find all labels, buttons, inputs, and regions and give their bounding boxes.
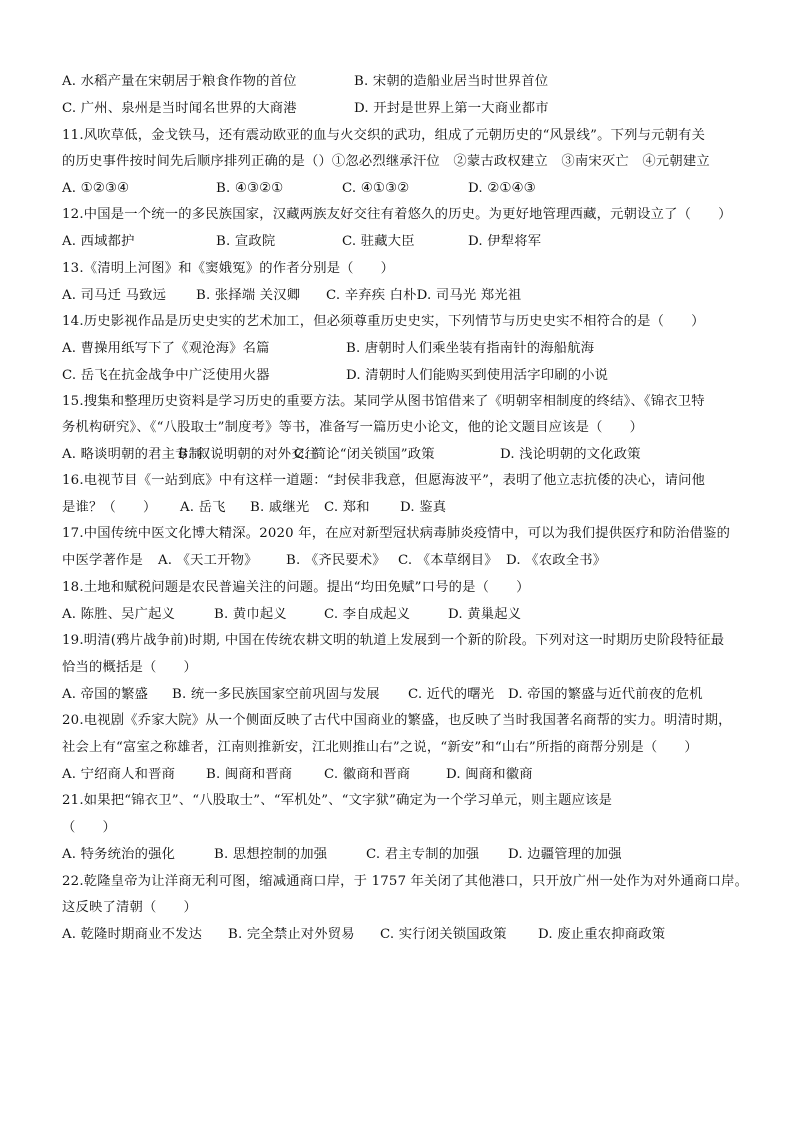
answer-option: C. 李自成起义 [324,607,411,622]
answer-option: D. 浅论明朝的文化政策 [500,447,641,462]
answer-option: 中医学著作是 [62,553,143,568]
question-text-line: 的历史事件按时间先后顺序排列正确的是（）①忽必烈继承汗位 ②蒙古政权建立 ③南宋灭亡 ④元朝建立 [62,154,710,169]
answer-option: C. 实行闭关锁国政策 [380,927,507,942]
answer-option: C. 简论“闭关锁国”政策 [294,447,435,462]
answer-option: B. 张择端 关汉卿 [196,288,301,303]
answer-option: A. 帝国的繁盛 [62,687,149,702]
answer-option: A. ①②③④ [62,181,130,196]
answer-option: D. 开封是世界上第一大商业都市 [354,101,549,116]
answer-option: B. 唐朝时人们乘坐装有指南针的海船航海 [346,341,595,356]
answer-option: C. ④①③② [342,181,410,196]
answer-option: D. 伊犁将军 [468,234,542,249]
question-text-line: 21.如果把“锦衣卫”、“八股取士”、“军机处”、“文字狱”确定为一个学习单元，则主题应该是 [62,793,613,808]
answer-option: C. 广州、泉州是当时闻名世界的大商港 [62,101,297,116]
question-text-line: 这反映了清朝（ ） [62,900,197,915]
question-text-line: 14.历史影视作品是历史史实的艺术加工，但必须尊重历史史实，下列情节与历史史实不相符合的是（ ） [62,314,705,329]
answer-option: B. 《齐民要术》 [286,553,386,568]
answer-option: A. 宁绍商人和晋商 [62,767,176,782]
answer-option: A. 陈胜、吴广起义 [62,607,176,622]
answer-option: C. 辛弃疾 白朴D. 司马光 郑光祖 [326,288,522,303]
question-text-line: （ ） [62,820,116,835]
answer-option: B. 思想控制的加强 [214,847,328,862]
answer-option: A. 《天工开物》 [158,553,258,568]
answer-option: A. 水稻产量在宋朝居于粮食作物的首位 [62,74,297,89]
question-text-line: 16.电视节目《一站到底》中有这样一道题：“封侯非我意，但愿海波平”，表明了他立志抗倭的决心，请问他 [62,473,706,488]
question-text-line: 20.电视剧《乔家大院》从一个侧面反映了古代中国商业的繁盛，也反映了当时我国著名商帮的实力。明清时期， [62,713,732,728]
answer-option: A. 西域都护 [62,234,135,249]
answer-option: A. 特务统治的强化 [62,847,176,862]
answer-option: B. 黄巾起义 [214,607,287,622]
answer-option: B. 闽商和晋商 [206,767,293,782]
answer-option: D. 鉴真 [400,500,447,515]
answer-option: A. 岳飞 [180,500,226,515]
answer-option: A. 略谈明朝的君主专制 [62,447,203,462]
answer-option: A. 乾隆时期商业不发达 [62,927,203,942]
answer-option: B. 宣政院 [216,234,276,249]
question-text-line: 15.搜集和整理历史资料是学习历史的重要方法。某同学从图书馆借来了《明朝宰相制度的终结》、《锦衣卫特 [62,394,705,409]
answer-option: B. 统一多民族国家空前巩固与发展 [172,687,380,702]
answer-option: D. 黄巢起义 [448,607,522,622]
question-text-line: 12.中国是一个统一的多民族国家，汉藏两族友好交往有着悠久的历史。为更好地管理西藏，元朝设立了（ ） [62,207,732,222]
answer-option: B. 宋朝的造船业居当时世界首位 [354,74,549,89]
answer-option: B. 完全禁止对外贸易 [228,927,355,942]
answer-option: D. 帝国的繁盛与近代前夜的危机 [508,687,703,702]
answer-option: B. ④③②① [216,181,284,196]
answer-option: C. 郑和 [324,500,370,515]
question-text-line: 11.风吹草低，金戈铁马，还有震动欧亚的血与火交织的武功，组成了元朝历史的“风景线”。下列与元朝有关 [62,128,706,143]
question-text-line: 恰当的概括是（ ） [62,660,197,675]
answer-option: B. 叙说明朝的对外交往 [178,447,319,462]
question-text-line: 务机构研究》、《“八股取士”制度考》等书，准备写一篇历史小论文，他的论文题目应该是（ ） [62,420,644,435]
answer-option: D. 废止重农抑商政策 [538,927,666,942]
answer-option: C. 岳飞在抗金战争中广泛使用火器 [62,368,270,383]
question-text-line: 17.中国传统中医文化博大精深。2020 年，在应对新型冠状病毒肺炎疫情中，可以为我们提供医疗和防治借鉴的 [62,526,731,541]
question-text-line: 13.《清明上河图》和《窦娥冤》的作者分别是（ ） [62,261,395,276]
answer-option: C. 君主专制的加强 [366,847,480,862]
question-text-line: 社会上有“富室之称雄者，江南则推新安，江北则推山右”之说，“新安”和“山右”所指的商帮分别是（ ） [62,740,698,755]
answer-option: C. 《本草纲目》 [398,553,498,568]
answer-option: C. 徽商和晋商 [324,767,411,782]
answer-option: D. 闽商和徽商 [446,767,533,782]
answer-option: D. 《农政全书》 [506,553,607,568]
answer-option: D. 边疆管理的加强 [508,847,622,862]
answer-option: D. ②①④③ [468,181,536,196]
answer-option: A. 司马迁 马致远 [62,288,167,303]
answer-option: B. 戚继光 [250,500,310,515]
answer-option: C. 驻藏大臣 [342,234,415,249]
question-text-line: 19.明清(鸦片战争前)时期, 中国在传统农耕文明的轨道上发展到一个新的阶段。下列对这一时期历史阶段特征最 [62,633,725,648]
answer-option: C. 近代的曙光 [408,687,495,702]
answer-option: 是谁？（ ） [62,500,157,515]
answer-option: A. 曹操用纸写下了《观沧海》名篇 [62,341,270,356]
answer-option: D. 清朝时人们能购买到使用活字印刷的小说 [346,368,609,383]
question-text-line: 22.乾隆皇帝为让洋商无利可图，缩减通商口岸，于 1757 年关闭了其他港口，只开放广州一处作为对外通商口岸。 [62,874,749,889]
question-text-line: 18.土地和赋税问题是农民普遍关注的问题。提出“均田免赋”口号的是（ ） [62,580,530,595]
